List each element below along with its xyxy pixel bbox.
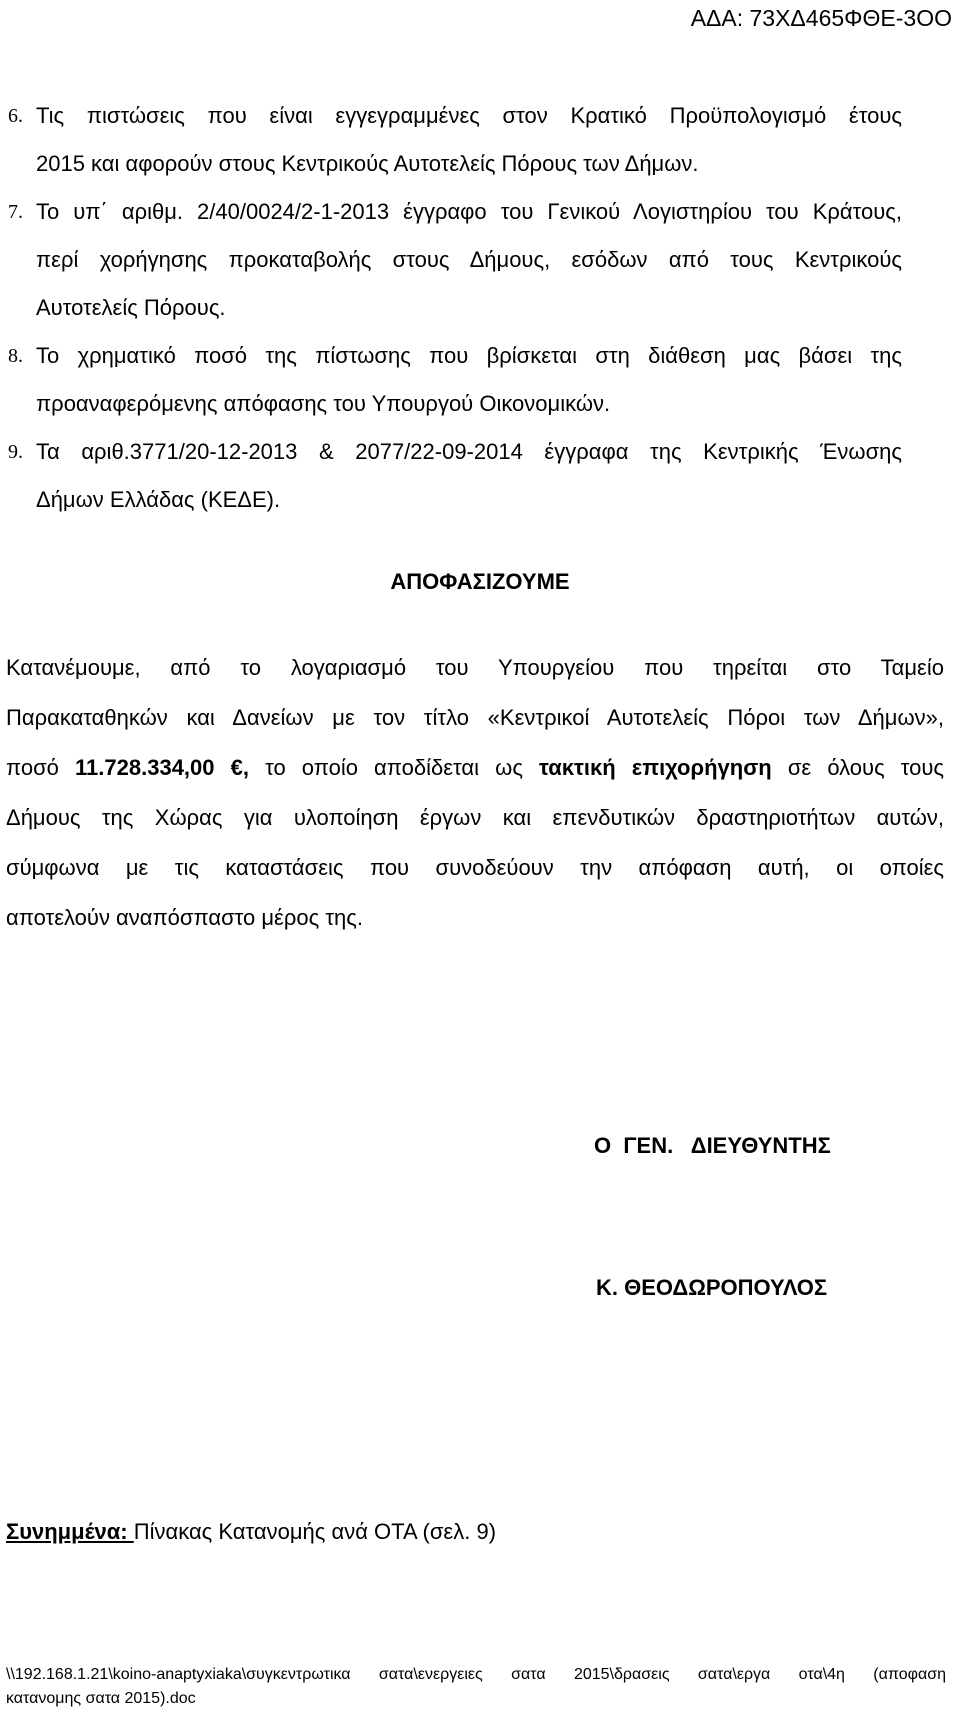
footer-line: \\192.168.1.21\koino-anaptyxiaka\συγκεντρωτικα σατα\ενεργειες σατα 2015\δρασεις σατα\εργα οτα\4η (αποφαση <box>6 1666 946 1683</box>
item-line: Τα αριθ.3771/20-12-2013 & 2077/22-09-2014 έγγραφα της Κεντρικής Ένωσης <box>36 439 902 464</box>
list-item <box>0 92 960 188</box>
attachments <box>6 1512 496 1552</box>
item-line: Δήμων Ελλάδας (ΚΕΔΕ). <box>36 487 281 512</box>
item-text <box>36 428 902 524</box>
item-line: προαναφερόμενης απόφασης του Υπουργού Οικονομικών. <box>36 391 611 416</box>
list-item <box>0 332 960 428</box>
ada-code: ΑΔΑ: 73ΧΔ465ΦΘΕ-3ΟΟ <box>690 5 952 31</box>
footer-line: κατανομης σατα 2015).doc <box>6 1690 196 1707</box>
signatory-title: Ο ΓΕΝ. ΔΙΕΥΘΥΝΤΗΣ <box>594 1133 831 1158</box>
paragraph-line: σύμφωνα με τις καταστάσεις που συνοδεύουν την απόφαση αυτή, οι οποίες <box>6 855 944 880</box>
item-line: 2015 και αφορούν στους Κεντρικούς Αυτοτελείς Πόρους των Δήμων. <box>36 151 699 176</box>
item-line: Τις πιστώσεις που είναι εγγεγραμμένες στον Κρατικό Προϋπολογισμό έτους <box>36 103 902 128</box>
amount-middle: το οποίο αποδίδεται ως <box>248 755 540 780</box>
item-number: 8. <box>8 345 23 367</box>
list-item <box>0 188 960 332</box>
amount-prefix: ποσό <box>6 755 76 780</box>
paragraph-line <box>6 743 944 793</box>
paragraph-line: Δήμους της Χώρας για υλοποίηση έργων και επενδυτικών δραστηριοτήτων αυτών, <box>6 805 944 830</box>
grant-type: τακτική επιχορήγηση <box>539 755 772 780</box>
amount-value: 11.728.334,00 €, <box>75 755 249 780</box>
item-text <box>36 188 902 332</box>
item-line: περί χορήγησης προκαταβολής στους Δήμους, εσόδων από τους Κεντρικούς <box>36 247 902 272</box>
item-line: Αυτοτελείς Πόρους. <box>36 295 226 320</box>
file-path-footer <box>6 1663 946 1711</box>
item-number: 7. <box>8 201 23 223</box>
item-text <box>36 332 902 428</box>
item-line: Το χρηματικό ποσό της πίστωσης που βρίσκεται στη διάθεση μας βάσει της <box>36 343 902 368</box>
reference-list <box>0 92 960 524</box>
signatory-name: Κ. ΘΕΟΔΩΡΟΠΟΥΛΟΣ <box>596 1275 828 1300</box>
list-item <box>0 428 960 524</box>
decision-paragraph <box>6 643 944 943</box>
paragraph-line: Κατανέμουμε, από το λογαριασμό του Υπουργείου που τηρείται στο Ταμείο <box>6 655 944 680</box>
item-number: 9. <box>8 441 23 463</box>
paragraph-line: αποτελούν αναπόσπαστο μέρος της. <box>6 905 363 930</box>
item-line: Το υπ΄ αριθμ. 2/40/0024/2-1-2013 έγγραφο του Γενικού Λογιστηρίου του Κράτους, <box>36 199 902 224</box>
attachments-text: Πίνακας Κατανομής ανά ΟΤΑ (σελ. 9) <box>133 1519 497 1544</box>
item-text <box>36 92 902 188</box>
amount-suffix: σε όλους τους <box>771 755 945 780</box>
paragraph-line: Παρακαταθηκών και Δανείων με τον τίτλο «Κεντρικοί Αυτοτελείς Πόροι των Δήμων», <box>6 705 944 730</box>
item-number: 6. <box>8 105 23 127</box>
attachments-label: Συνημμένα: <box>6 1519 134 1544</box>
decision-heading: ΑΠΟΦΑΣΙΖΟΥΜΕ <box>390 569 570 594</box>
